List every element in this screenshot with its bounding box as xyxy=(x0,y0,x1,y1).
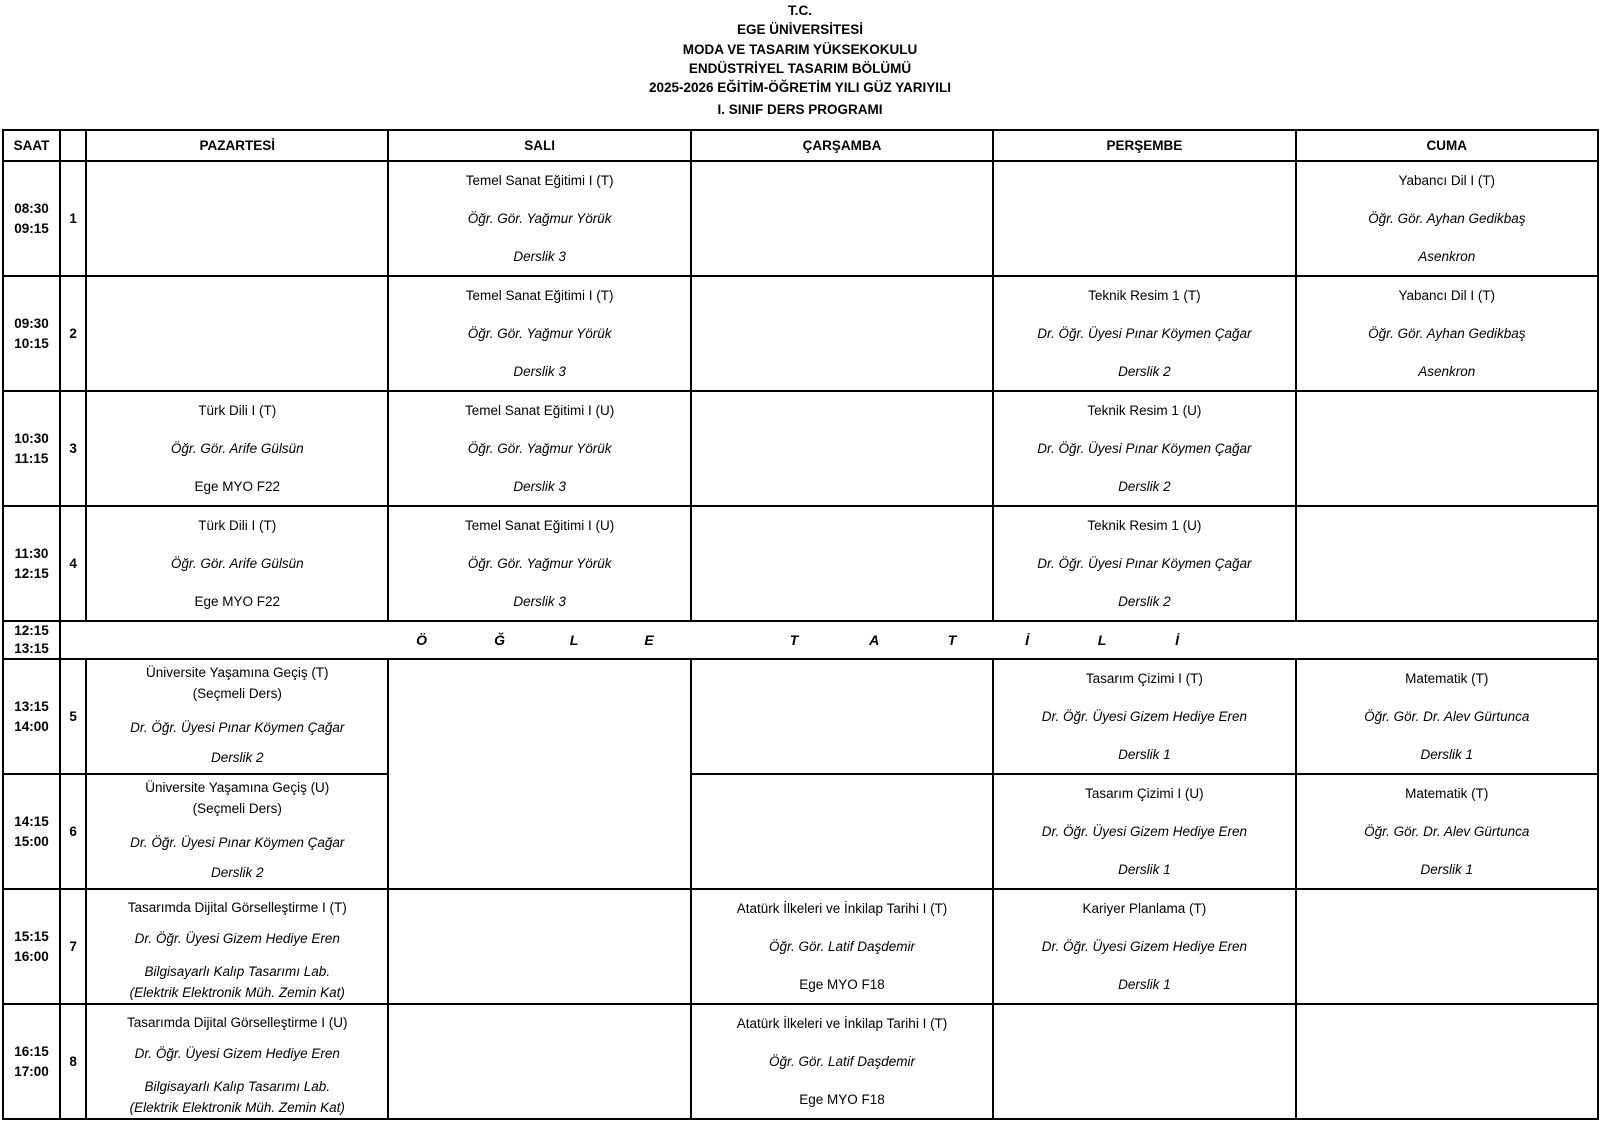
course-cell: Matematik (T) Öğr. Gör. Dr. Alev Gürtunca Derslik 1 xyxy=(1296,774,1598,889)
lunch-letter: T xyxy=(947,632,957,648)
document-header xyxy=(0,0,1600,120)
course-cell: Kariyer Planlama (T) Dr. Öğr. Üyesi Gizem Hediye Eren Derslik 1 xyxy=(993,889,1295,1004)
page-title: I. SINIF DERS PROGRAMI xyxy=(717,102,883,118)
slot-number: 8 xyxy=(60,1004,86,1119)
col-wednesday: ÇARŞAMBA xyxy=(691,130,993,161)
col-no xyxy=(60,130,86,161)
course-cell-empty xyxy=(691,659,993,774)
lunch-label xyxy=(61,632,1597,648)
course-cell-empty xyxy=(993,1004,1295,1119)
course-cell-empty xyxy=(993,161,1295,276)
course-cell-empty xyxy=(388,659,690,889)
course-cell: Temel Sanat Eğitimi I (T) Öğr. Gör. Yağmur Yörük Derslik 3 xyxy=(388,276,690,391)
course-cell-empty xyxy=(691,161,993,276)
schedule-table xyxy=(2,129,1599,1120)
table-row xyxy=(3,889,1598,1004)
slot-number: 7 xyxy=(60,889,86,1004)
course-cell-empty xyxy=(86,161,388,276)
table-row xyxy=(3,506,1598,621)
course-cell: Atatürk İlkeleri ve İnkilap Tarihi I (T) Öğr. Gör. Latif Daşdemir Ege MYO F18 xyxy=(691,889,993,1004)
time-cell: 12:15 13:15 xyxy=(3,621,60,659)
course-cell: Temel Sanat Eğitimi I (U) Öğr. Gör. Yağmur Yörük Derslik 3 xyxy=(388,506,690,621)
course-cell: Üniversite Yaşamına Geçiş (T) (Seçmeli Ders) Dr. Öğr. Üyesi Pınar Köymen Çağar Derslik 2 xyxy=(86,659,388,774)
course-cell-empty xyxy=(691,276,993,391)
time-cell: 13:15 14:00 xyxy=(3,659,60,774)
time-cell: 16:15 17:00 xyxy=(3,1004,60,1119)
slot-number: 5 xyxy=(60,659,86,774)
table-row xyxy=(3,659,1598,774)
col-friday: CUMA xyxy=(1296,130,1598,161)
course-cell: Türk Dili I (T) Öğr. Gör. Arife Gülsün Ege MYO F22 xyxy=(86,506,388,621)
course-cell: Tasarımda Dijital Görselleştirme I (T) Dr. Öğr. Üyesi Gizem Hediye Eren Bilgisayarlı Kalıp Tasarımı Lab. (Elektrik Elektronik Müh. Zemin Kat) xyxy=(86,889,388,1004)
course-cell-empty xyxy=(1296,1004,1598,1119)
course-cell-empty xyxy=(691,391,993,506)
course-cell-empty xyxy=(691,774,993,889)
course-cell: Türk Dili I (T) Öğr. Gör. Arife Gülsün Ege MYO F22 xyxy=(86,391,388,506)
slot-number: 4 xyxy=(60,506,86,621)
lunch-letter: L xyxy=(1097,632,1107,648)
col-saat: SAAT xyxy=(3,130,60,161)
table-row xyxy=(3,774,1598,889)
table-row xyxy=(3,161,1598,276)
lunch-letter: Ğ xyxy=(494,632,505,648)
slot-number: 6 xyxy=(60,774,86,889)
col-monday: PAZARTESİ xyxy=(86,130,388,161)
header-department: ENDÜSTRİYEL TASARIM BÖLÜMÜ xyxy=(688,60,912,76)
course-cell: Yabancı Dil I (T) Öğr. Gör. Ayhan Gedikbaş Asenkron xyxy=(1296,276,1598,391)
header-row xyxy=(3,130,1598,161)
header-term: 2025-2026 EĞİTİM-ÖĞRETİM YILI GÜZ YARIYILI xyxy=(648,80,952,96)
lunch-letter: L xyxy=(569,632,579,648)
slot-number: 2 xyxy=(60,276,86,391)
col-thursday: PERŞEMBE xyxy=(993,130,1295,161)
course-cell-empty xyxy=(86,276,388,391)
course-cell: Teknik Resim 1 (U) Dr. Öğr. Üyesi Pınar Köymen Çağar Derslik 2 xyxy=(993,506,1295,621)
course-cell: Teknik Resim 1 (T) Dr. Öğr. Üyesi Pınar Köymen Çağar Derslik 2 xyxy=(993,276,1295,391)
time-cell: 14:15 15:00 xyxy=(3,774,60,889)
time-cell: 15:15 16:00 xyxy=(3,889,60,1004)
lunch-letter: İ xyxy=(1175,632,1179,648)
time-cell: 09:30 10:15 xyxy=(3,276,60,391)
course-cell: Matematik (T) Öğr. Gör. Dr. Alev Gürtunca Derslik 1 xyxy=(1296,659,1598,774)
table-row xyxy=(3,1004,1598,1119)
lunch-letter: Ö xyxy=(416,632,427,648)
table-row xyxy=(3,276,1598,391)
course-cell: Tasarım Çizimi I (U) Dr. Öğr. Üyesi Gizem Hediye Eren Derslik 1 xyxy=(993,774,1295,889)
course-cell: Temel Sanat Eğitimi I (U) Öğr. Gör. Yağmur Yörük Derslik 3 xyxy=(388,391,690,506)
time-cell: 11:30 12:15 xyxy=(3,506,60,621)
lunch-letter: T xyxy=(789,632,799,648)
course-cell: Üniversite Yaşamına Geçiş (U) (Seçmeli Ders) Dr. Öğr. Üyesi Pınar Köymen Çağar Derslik 2 xyxy=(86,774,388,889)
slot-number: 1 xyxy=(60,161,86,276)
col-tuesday: SALI xyxy=(388,130,690,161)
course-cell-empty xyxy=(1296,391,1598,506)
course-cell: Atatürk İlkeleri ve İnkilap Tarihi I (T) Öğr. Gör. Latif Daşdemir Ege MYO F18 xyxy=(691,1004,993,1119)
header-line-tc: T.C. xyxy=(787,3,812,18)
course-cell: Temel Sanat Eğitimi I (T) Öğr. Gör. Yağmur Yörük Derslik 3 xyxy=(388,161,690,276)
course-cell-empty xyxy=(388,889,690,1004)
header-school: MODA VE TASARIM YÜKSEKOKULU xyxy=(682,41,918,57)
course-cell-empty xyxy=(388,1004,690,1119)
header-university: EGE ÜNİVERSİTESİ xyxy=(736,22,864,38)
lunch-row xyxy=(3,621,1598,659)
course-cell: Teknik Resim 1 (U) Dr. Öğr. Üyesi Pınar Köymen Çağar Derslik 2 xyxy=(993,391,1295,506)
time-cell: 08:30 09:15 xyxy=(3,161,60,276)
lunch-letter: A xyxy=(869,632,880,648)
course-cell-empty xyxy=(1296,506,1598,621)
slot-number: 3 xyxy=(60,391,86,506)
course-cell: Yabancı Dil I (T) Öğr. Gör. Ayhan Gedikbaş Asenkron xyxy=(1296,161,1598,276)
lunch-letter: E xyxy=(644,632,654,648)
lunch-letter: İ xyxy=(1025,632,1029,648)
lunch-break xyxy=(60,621,1598,659)
course-cell: Tasarımda Dijital Görselleştirme I (U) Dr. Öğr. Üyesi Gizem Hediye Eren Bilgisayarlı Kalıp Tasarımı Lab. (Elektrik Elektronik Müh. Zemin Kat) xyxy=(86,1004,388,1119)
table-row xyxy=(3,391,1598,506)
course-cell-empty xyxy=(1296,889,1598,1004)
time-cell: 10:30 11:15 xyxy=(3,391,60,506)
course-cell: Tasarım Çizimi I (T) Dr. Öğr. Üyesi Gizem Hediye Eren Derslik 1 xyxy=(993,659,1295,774)
course-cell-empty xyxy=(691,506,993,621)
